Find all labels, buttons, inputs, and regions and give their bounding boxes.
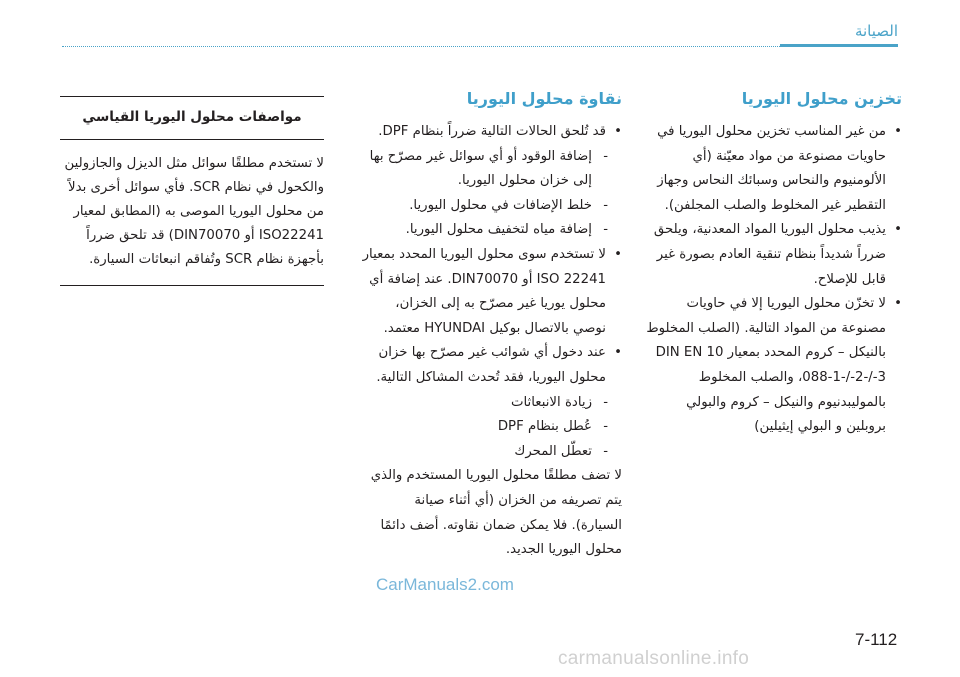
purity-section-title: نقاوة محلول اليوريا xyxy=(466,89,622,108)
storage-section-title: تخزين محلول اليوريا xyxy=(741,89,902,108)
header-dotted-rule xyxy=(62,46,898,47)
page-number: 7-112 xyxy=(855,630,898,649)
storage-item-3: • لا تخزّن محلول اليوريا إلا في حاويات مصنوعة من المواد التالية. (الصلب المخلوط بالنيكل – كروم المحدد بمعيار DIN EN 10 088-1-/-2-/-3، والصلب المخلوط بالموليبدنيوم والنيكل – كروم والبولي بروبلين و البولي إيثيلين) xyxy=(644,292,902,440)
watermark-text: CarManuals2.com xyxy=(376,575,514,594)
storage-list xyxy=(644,120,902,440)
spec-note-title: مواصفات محلول اليوريا القياسي xyxy=(60,97,324,140)
storage-item-1: • من غير المناسب تخزين محلول اليوريا في حاويات مصنوعة من مواد معيّنة (أي الألومنيوم والنحاس وسبائك النحاس وجهاز التقطير غير المخلوط والصلب المجلفن). xyxy=(644,120,902,218)
purity-subitem-1: - إضافة الوقود أو أي سوائل غير مصرّح بها إلى خزان محلول اليوريا. xyxy=(360,145,622,194)
spec-note-body: لا تستخدم مطلقًا سوائل مثل الديزل والجازولين والكحول في نظام SCR. فأي سوائل أخرى بدلاً من محلول اليوريا الموصى به (المطابق لمعيار ISO22241 أو DIN70070) قد تلحق ضرراً بأجهزة نظام SCR وتُفاقم انبعاثات السيارة. xyxy=(64,155,324,267)
purity-paragraph: لا تضف مطلقًا محلول اليوريا المستخدم والذي يتم تصريفه من الخزان (أي أثناء صيانة السيارة). فلا يمكن ضمان نقاوته. أضف دائمًا محلول اليوريا الجديد. xyxy=(370,468,622,558)
purity-item-2: • لا تستخدم سوى محلول اليوريا المحدد بمعيار ISO 22241 أو DIN70070. عند إضافة أي محلول يوريا غير مصرّح به إلى الخزان، نوصي بالاتصال بوكيل HYUNDAI معتمد. xyxy=(360,243,622,341)
purity-subitem-2: - خلط الإضافات في محلول اليوريا. xyxy=(360,194,622,219)
purity-item-1: • قد تُلحق الحالات التالية ضرراً بنظام DPF. xyxy=(360,120,622,145)
section-header-title: الصيانة xyxy=(854,22,898,40)
purity-subitem-5: - عُطل بنظام DPF xyxy=(360,415,622,440)
spec-note-box xyxy=(60,96,324,286)
purity-subitem-4: - زيادة الانبعاثات xyxy=(360,391,622,416)
purity-subitem-3: - إضافة مياه لتخفيف محلول اليوريا. xyxy=(360,218,622,243)
header-accent-rule xyxy=(780,44,898,47)
footer-watermark: carmanualsonline.info xyxy=(558,648,750,669)
spec-note-column xyxy=(60,86,324,286)
purity-item-3: • عند دخول أي شوائب غير مصرّح بها خزان محلول اليوريا، فقد تُحدث المشاكل التالية. xyxy=(360,341,622,390)
purity-subitem-6: - تعطّل المحرك xyxy=(360,440,622,465)
purity-column xyxy=(360,86,622,563)
storage-column xyxy=(644,86,902,440)
purity-list xyxy=(360,120,622,464)
storage-item-2: • يذيب محلول اليوريا المواد المعدنية، ويلحق ضرراً شديداً بنظام تنقية العادم بصورة غير قابل للإصلاح. xyxy=(644,218,902,292)
